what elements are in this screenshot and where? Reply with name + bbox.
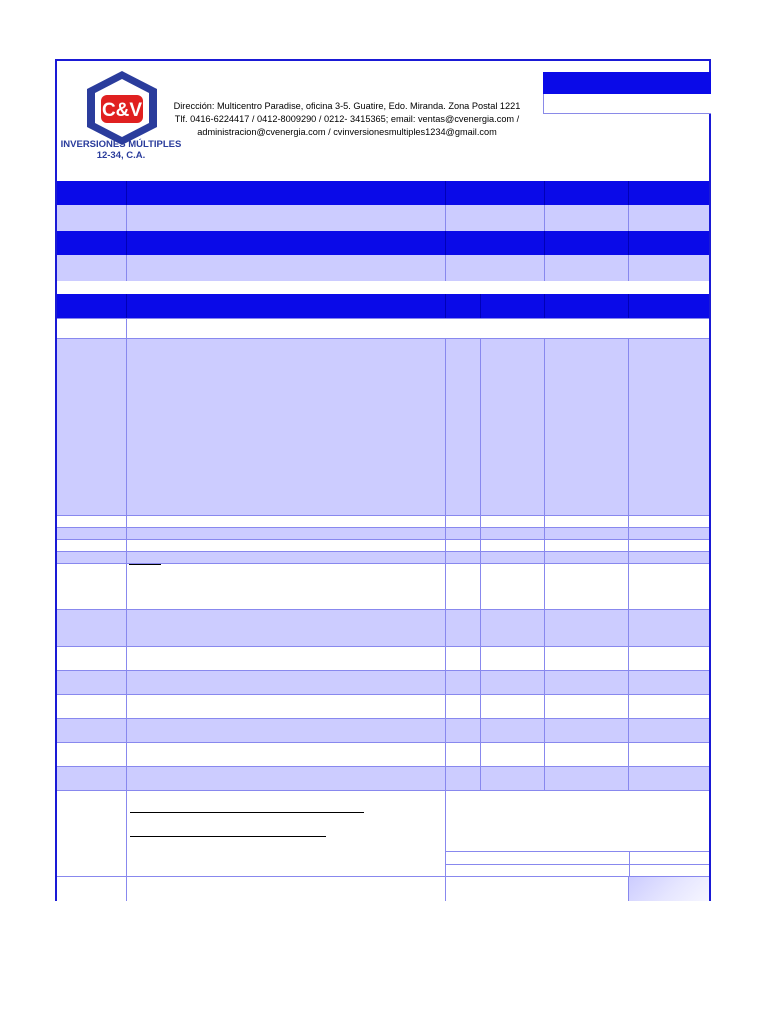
company-name-line2: 12-34, C.A. xyxy=(96,150,146,161)
item-row-3[interactable] xyxy=(57,527,709,539)
item-row-11[interactable] xyxy=(57,718,709,742)
items-section-row xyxy=(57,318,709,338)
document-number-field[interactable] xyxy=(543,94,711,114)
item-row-8[interactable] xyxy=(57,646,709,670)
notes-area[interactable] xyxy=(126,791,445,876)
grand-total-row xyxy=(57,876,709,901)
quote-form-sheet xyxy=(55,59,711,901)
item-row-12[interactable] xyxy=(57,742,709,766)
logo-monogram: C&V xyxy=(101,100,143,121)
document-number-header xyxy=(543,72,711,94)
notes-totals-block xyxy=(57,790,709,876)
address-line3: administracion@cvenergia.com / cvinversionesmultiples1234@gmail.com xyxy=(197,127,497,137)
item-row-6[interactable] xyxy=(57,563,709,609)
notes-line-1 xyxy=(130,812,364,813)
client-data-row-1[interactable] xyxy=(57,205,709,231)
notes-line-2 xyxy=(130,836,326,837)
client-header-row-2 xyxy=(57,231,709,255)
address-line2: Tlf. 0416-6224417 / 0412-8009290 / 0212- 3415365; email: ventas@cvenergia.com / xyxy=(174,114,520,124)
item-row-7[interactable] xyxy=(57,609,709,646)
items-table-header xyxy=(57,294,709,318)
company-name xyxy=(59,139,183,161)
item-row-4[interactable] xyxy=(57,539,709,551)
address-line1: Dirección: Multicentro Paradise, oficina 3-5. Guatire, Edo. Miranda. Zona Postal 1221 xyxy=(173,101,521,111)
item-row-13[interactable] xyxy=(57,766,709,790)
client-header-row-1 xyxy=(57,181,709,205)
item-row-5[interactable] xyxy=(57,551,709,563)
underline-mark xyxy=(129,564,161,565)
grand-total-field[interactable] xyxy=(628,877,709,901)
item-row-9[interactable] xyxy=(57,670,709,694)
hexagon-logo-icon xyxy=(63,67,181,147)
item-row-2[interactable] xyxy=(57,515,709,527)
totals-row-1[interactable] xyxy=(446,851,709,864)
client-data-row-2[interactable] xyxy=(57,255,709,281)
company-address xyxy=(167,100,527,139)
company-name-line1: INVERSIONES MÚLTIPLES xyxy=(60,139,182,150)
item-row-10[interactable] xyxy=(57,694,709,718)
totals-area xyxy=(445,791,709,876)
item-row-1[interactable] xyxy=(57,338,709,515)
